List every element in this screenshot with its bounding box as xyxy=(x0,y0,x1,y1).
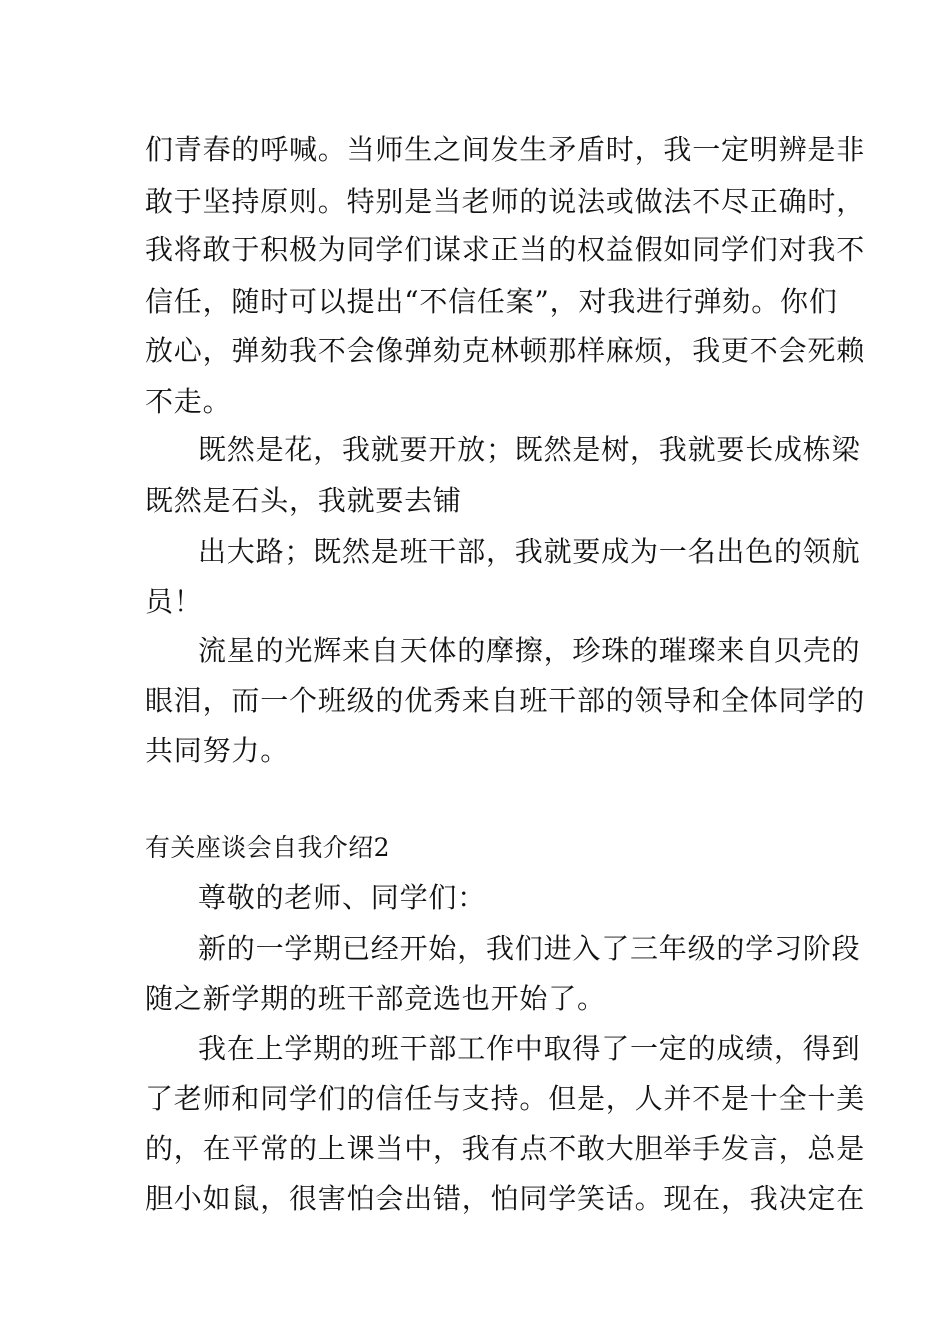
paragraph-line: 共同努力。 xyxy=(145,734,290,767)
salutation-line: 尊敬的老师、同学们： xyxy=(198,881,487,914)
paragraph-line: 流星的光辉来自天体的摩擦，珍珠的璀璨来自贝壳的 xyxy=(198,634,861,667)
paragraph-line: 信任，随时可以提出“不信任案”，对我进行弹劾。你们 xyxy=(145,285,838,318)
paragraph-line: 放心，弹劾我不会像弹劾克林顿那样麻烦，我更不会死赖 xyxy=(145,334,866,367)
paragraph-line: 我在上学期的班干部工作中取得了一定的成绩，得到 xyxy=(198,1032,861,1065)
paragraph-line: 我将敢于积极为同学们谋求正当的权益假如同学们对我不 xyxy=(145,233,866,266)
paragraph-line: 既然是花，我就要开放；既然是树，我就要长成栋梁 xyxy=(198,433,861,466)
paragraph-line: 出大路；既然是班干部，我就要成为一名出色的领航 xyxy=(198,535,861,568)
paragraph-line: 们青春的呼喊。当师生之间发生矛盾时，我一定明辨是非 xyxy=(145,133,866,166)
paragraph-line: 了老师和同学们的信任与支持。但是，人并不是十全十美 xyxy=(145,1082,866,1115)
paragraph-line: 眼泪，而一个班级的优秀来自班干部的领导和全体同学的 xyxy=(145,684,866,717)
paragraph-line: 的，在平常的上课当中，我有点不敢大胆举手发言，总是 xyxy=(145,1132,866,1165)
paragraph-line: 新的一学期已经开始，我们进入了三年级的学习阶段 xyxy=(198,932,861,965)
paragraph-line: 胆小如鼠，很害怕会出错，怕同学笑话。现在，我决定在 xyxy=(145,1182,866,1215)
paragraph-line: 员！ xyxy=(145,585,203,618)
paragraph-line: 不走。 xyxy=(145,385,232,418)
paragraph-line: 敢于坚持原则。特别是当老师的说法或做法不尽正确时， xyxy=(145,185,866,218)
section-title: 有关座谈会自我介绍2 xyxy=(145,833,390,862)
paragraph-line: 随之新学期的班干部竞选也开始了。 xyxy=(145,982,606,1015)
paragraph-line: 既然是石头，我就要去铺 xyxy=(145,484,462,517)
